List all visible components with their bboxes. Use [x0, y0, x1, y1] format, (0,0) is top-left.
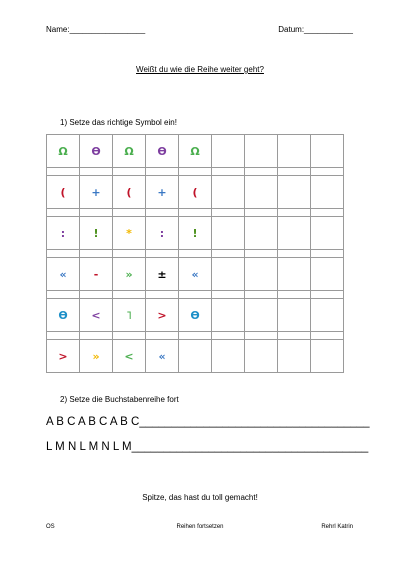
- name-field: Name:_________________: [46, 25, 146, 34]
- symbol-cell: (: [179, 176, 212, 209]
- symbol-row: [47, 217, 344, 250]
- symbol-row: [47, 176, 344, 209]
- empty-cell[interactable]: [311, 217, 344, 250]
- footer-left: OS: [46, 524, 55, 530]
- symbol-row: [47, 340, 344, 373]
- spacer-cell: [113, 209, 146, 217]
- empty-cell[interactable]: [245, 135, 278, 168]
- spacer-cell: [179, 168, 212, 176]
- empty-cell[interactable]: [311, 299, 344, 332]
- spacer-cell: [47, 291, 80, 299]
- closing-message: Spitze, das hast du toll gemacht!: [142, 493, 258, 502]
- spacer-cell: [311, 291, 344, 299]
- spacer-cell: [311, 250, 344, 258]
- empty-cell[interactable]: [311, 176, 344, 209]
- empty-cell[interactable]: [212, 340, 245, 373]
- spacer-cell: [113, 250, 146, 258]
- spacer-cell: [278, 332, 311, 340]
- empty-cell[interactable]: [278, 299, 311, 332]
- spacer-cell: [179, 209, 212, 217]
- symbol-cell: <: [80, 299, 113, 332]
- task1-heading: 1) Setze das richtige Symbol ein!: [60, 118, 177, 127]
- symbol-row: [47, 258, 344, 291]
- empty-cell[interactable]: [278, 258, 311, 291]
- symbol-grid: [46, 134, 344, 373]
- empty-cell[interactable]: [179, 340, 212, 373]
- symbol-cell: «: [179, 258, 212, 291]
- spacer-row: [47, 209, 344, 217]
- footer-center: Reihen fortsetzen: [176, 524, 224, 530]
- spacer-cell: [47, 168, 80, 176]
- spacer-cell: [146, 291, 179, 299]
- spacer-cell: [146, 250, 179, 258]
- spacer-cell: [80, 291, 113, 299]
- symbol-cell: Ω: [47, 135, 80, 168]
- empty-cell[interactable]: [311, 135, 344, 168]
- letter-sequence-1: A B C A B C A B C____________________________________: [46, 416, 370, 428]
- symbol-cell: ˥: [113, 299, 146, 332]
- spacer-cell: [113, 291, 146, 299]
- spacer-cell: [212, 209, 245, 217]
- spacer-cell: [278, 168, 311, 176]
- spacer-cell: [80, 332, 113, 340]
- spacer-row: [47, 332, 344, 340]
- empty-cell[interactable]: [278, 135, 311, 168]
- symbol-cell: :: [47, 217, 80, 250]
- spacer-cell: [146, 332, 179, 340]
- footer-right: Rehrl Katrin: [321, 524, 353, 530]
- spacer-cell: [278, 250, 311, 258]
- symbol-cell: ±: [146, 258, 179, 291]
- date-field: Datum:___________: [278, 25, 353, 34]
- symbol-cell: ϴ: [146, 135, 179, 168]
- symbol-cell: «: [146, 340, 179, 373]
- empty-cell[interactable]: [212, 258, 245, 291]
- spacer-cell: [113, 332, 146, 340]
- empty-cell[interactable]: [311, 258, 344, 291]
- spacer-cell: [245, 168, 278, 176]
- spacer-cell: [146, 168, 179, 176]
- spacer-cell: [80, 168, 113, 176]
- empty-cell[interactable]: [278, 217, 311, 250]
- spacer-cell: [179, 291, 212, 299]
- spacer-row: [47, 291, 344, 299]
- spacer-cell: [245, 250, 278, 258]
- letter-sequence-2: L M N L M N L M_____________________________________: [46, 441, 369, 453]
- page-title: Weißt du wie die Reihe weiter geht?: [136, 65, 264, 74]
- symbol-cell: ϴ: [179, 299, 212, 332]
- spacer-cell: [245, 209, 278, 217]
- symbol-cell: «: [47, 258, 80, 291]
- symbol-cell: »: [113, 258, 146, 291]
- spacer-cell: [179, 250, 212, 258]
- spacer-cell: [278, 291, 311, 299]
- symbol-cell: +: [146, 176, 179, 209]
- spacer-cell: [146, 209, 179, 217]
- empty-cell[interactable]: [278, 340, 311, 373]
- empty-cell[interactable]: [245, 217, 278, 250]
- empty-cell[interactable]: [212, 217, 245, 250]
- spacer-cell: [311, 332, 344, 340]
- spacer-cell: [245, 332, 278, 340]
- spacer-cell: [212, 168, 245, 176]
- symbol-row: [47, 135, 344, 168]
- symbol-cell: Ω: [179, 135, 212, 168]
- spacer-cell: [80, 250, 113, 258]
- empty-cell[interactable]: [245, 299, 278, 332]
- spacer-row: [47, 168, 344, 176]
- symbol-cell: +: [80, 176, 113, 209]
- spacer-cell: [179, 332, 212, 340]
- symbol-cell: (: [47, 176, 80, 209]
- spacer-cell: [278, 209, 311, 217]
- spacer-cell: [212, 332, 245, 340]
- empty-cell[interactable]: [278, 176, 311, 209]
- symbol-cell: -: [80, 258, 113, 291]
- symbol-cell: >: [47, 340, 80, 373]
- symbol-cell: (: [113, 176, 146, 209]
- spacer-cell: [80, 209, 113, 217]
- spacer-cell: [113, 168, 146, 176]
- symbol-cell: <: [113, 340, 146, 373]
- spacer-cell: [311, 168, 344, 176]
- symbol-cell: !: [179, 217, 212, 250]
- symbol-row: [47, 299, 344, 332]
- empty-cell[interactable]: [245, 176, 278, 209]
- spacer-cell: [47, 250, 80, 258]
- empty-cell[interactable]: [245, 340, 278, 373]
- spacer-cell: [311, 209, 344, 217]
- symbol-cell: !: [80, 217, 113, 250]
- spacer-cell: [212, 291, 245, 299]
- symbol-cell: »: [80, 340, 113, 373]
- symbol-cell: >: [146, 299, 179, 332]
- spacer-row: [47, 250, 344, 258]
- symbol-cell: ϴ: [47, 299, 80, 332]
- empty-cell[interactable]: [212, 135, 245, 168]
- empty-cell[interactable]: [245, 258, 278, 291]
- spacer-cell: [212, 250, 245, 258]
- symbol-cell: :: [146, 217, 179, 250]
- empty-cell[interactable]: [212, 176, 245, 209]
- symbol-cell: ϴ: [80, 135, 113, 168]
- empty-cell[interactable]: [212, 299, 245, 332]
- task2-heading: 2) Setze die Buchstabenreihe fort: [60, 395, 179, 404]
- symbol-cell: Ω: [113, 135, 146, 168]
- empty-cell[interactable]: [311, 340, 344, 373]
- symbol-cell: *: [113, 217, 146, 250]
- spacer-cell: [245, 291, 278, 299]
- spacer-cell: [47, 332, 80, 340]
- spacer-cell: [47, 209, 80, 217]
